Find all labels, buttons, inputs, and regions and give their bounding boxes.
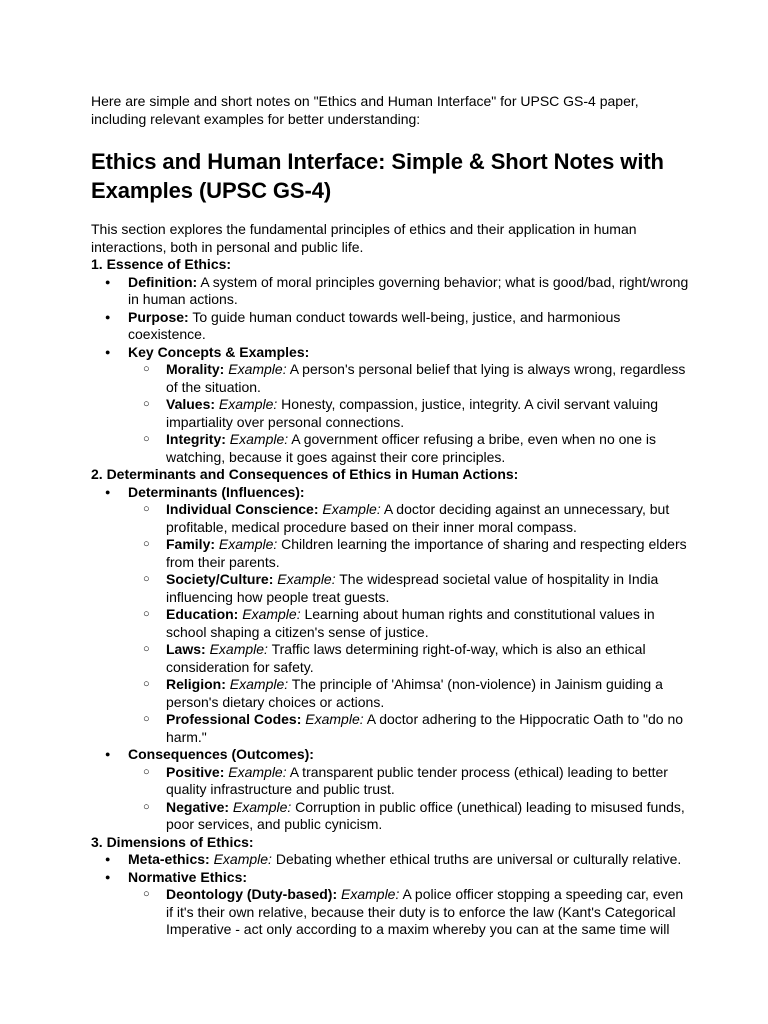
example-label: Example: [218, 536, 278, 552]
item-text: Honesty, compassion, justice, integrity. A civil servant valuing impartiality over personal connections. [166, 396, 659, 430]
consequences-sublist [128, 764, 691, 834]
example-label: Example: [242, 606, 301, 622]
list-item-normative-ethics [91, 869, 691, 939]
item-label: Morality: [166, 361, 225, 377]
item-text: Corruption in public office (unethical) leading to misused funds, poor services, and public cynicism. [166, 798, 685, 832]
example-label: Example: [228, 763, 287, 780]
item-label: Purpose: [128, 308, 189, 325]
sublist-item [91, 676, 691, 711]
section-1-list [91, 274, 691, 467]
list-item-consequences [91, 746, 691, 834]
section-1-heading: 1. Essence of Ethics: [91, 256, 232, 272]
document-content [91, 93, 691, 939]
list-item-determinants [91, 484, 691, 747]
list-item-purpose [91, 309, 691, 344]
item-text: A system of moral principles governing behavior; what is good/bad, right/wrong in human actions. [128, 273, 689, 307]
sublist-item [91, 361, 691, 396]
list-item-meta-ethics [91, 851, 691, 869]
sublist-item [91, 799, 691, 834]
item-label: Values: [166, 396, 216, 412]
item-label: Integrity: [166, 431, 226, 447]
item-label: Definition: [128, 273, 198, 290]
item-label: Deontology (Duty-based): [166, 886, 338, 902]
item-text: Traffic laws determining right-of-way, which is also an ethical consideration for safety. [166, 641, 646, 675]
intro-paragraph: Here are simple and short notes on "Ethics and Human Interface" for UPSC GS-4 paper, including relevant examples for better understanding: [91, 93, 639, 127]
item-text: A person's personal belief that lying is always wrong, regardless of the situation. [166, 361, 686, 395]
sublist-item [91, 711, 691, 746]
item-label: Individual Conscience: [166, 501, 319, 517]
sublist-item [91, 501, 691, 536]
document-title: Ethics and Human Interface: Simple & Short Notes with Examples (UPSC GS-4) [91, 149, 664, 203]
list-item-key-concepts [91, 344, 691, 467]
example-label: Example: [209, 641, 268, 657]
item-label: Meta-ethics: [128, 851, 210, 867]
sublist-item [91, 396, 691, 431]
example-label: Example: [228, 361, 287, 377]
item-text: To guide human conduct towards well-being, justice, and harmonious coexistence. [128, 308, 621, 342]
item-text: A transparent public tender process (ethical) leading to better quality infrastructure and public trust. [166, 763, 668, 797]
item-text: A police officer stopping a speeding car, even if it's their own relative, because their duty is to enforce the law (Kant's Categorical Imperative - act only according to a maxim whereby you can at the same time will [166, 886, 684, 937]
item-label: Consequences (Outcomes): [128, 746, 314, 762]
item-label: Religion: [166, 676, 226, 692]
item-label: Family: [166, 536, 216, 552]
item-label: Society/Culture: [166, 571, 274, 587]
example-label: Example: [305, 711, 364, 727]
sublist-item [91, 764, 691, 799]
determinants-sublist [128, 501, 691, 746]
example-label: Example: [213, 851, 272, 867]
item-label: Key Concepts & Examples: [128, 343, 310, 360]
item-label: Negative: [166, 798, 230, 815]
item-text: A doctor adhering to the Hippocratic Oath to "do no harm." [166, 711, 684, 745]
key-concepts-sublist [128, 361, 691, 466]
sublist-item [91, 571, 691, 606]
item-label: Education: [166, 606, 239, 622]
item-text: Children learning the importance of sharing and respecting elders from their parents. [166, 536, 687, 570]
example-label: Example: [229, 431, 289, 447]
sublist-item [91, 886, 691, 939]
item-text: A doctor deciding against an unnecessary, but profitable, medical procedure based on their inner moral compass. [166, 501, 670, 535]
item-text: The principle of 'Ahimsa' (non-violence) in Jainism guiding a person's dietary choices or actions. [166, 676, 663, 710]
example-label: Example: [277, 571, 336, 587]
example-label: Example: [341, 886, 400, 902]
item-text: Debating whether ethical truths are universal or culturally relative. [271, 851, 682, 867]
example-label: Example: [322, 501, 381, 517]
section-2-heading: 2. Determinants and Consequences of Ethics in Human Actions: [91, 466, 519, 482]
section-3-heading: 3. Dimensions of Ethics: [91, 833, 254, 850]
list-item-definition [91, 274, 691, 309]
section-2-list [91, 484, 691, 834]
item-label: Positive: [166, 763, 225, 780]
example-label: Example: [232, 798, 292, 815]
normative-sublist [128, 886, 691, 939]
item-label: Normative Ethics: [128, 868, 248, 885]
example-label: Example: [218, 396, 278, 412]
item-label: Laws: [166, 641, 206, 657]
example-label: Example: [229, 676, 289, 692]
sublist-item [91, 641, 691, 676]
item-label: Determinants (Influences): [128, 483, 305, 500]
item-text: Learning about human rights and constitutional values in school shaping a citizen's sense of justice. [166, 606, 655, 640]
sublist-item [91, 536, 691, 571]
section-3-list [91, 851, 691, 939]
item-text: A government officer refusing a bribe, even when no one is watching, because it goes against their core principles. [166, 431, 657, 465]
sublist-item [91, 431, 691, 466]
item-text: The widespread societal value of hospitality in India influencing how people treat guests. [166, 571, 659, 605]
section-intro-paragraph: This section explores the fundamental principles of ethics and their application in human interactions, both in personal and public life. [91, 221, 637, 255]
sublist-item [91, 606, 691, 641]
item-label: Professional Codes: [166, 711, 302, 727]
